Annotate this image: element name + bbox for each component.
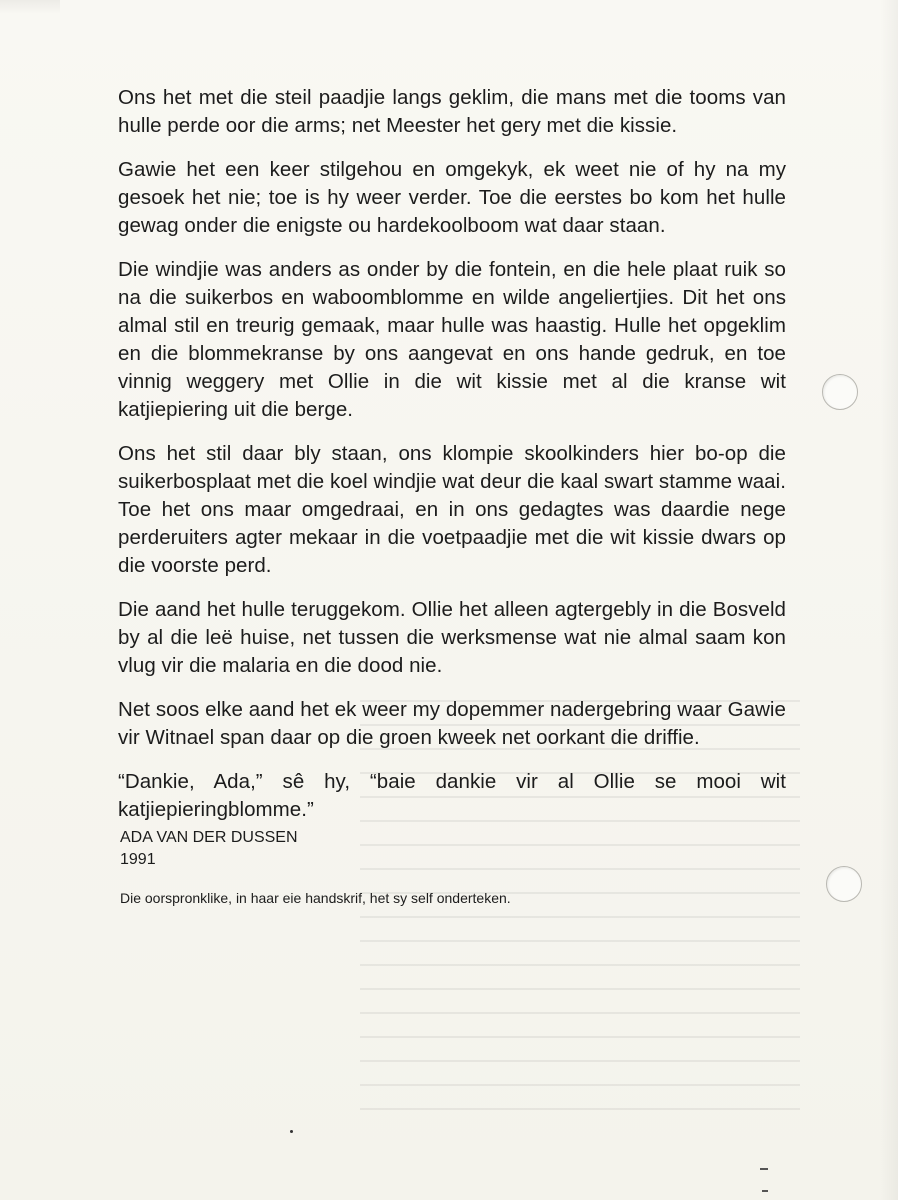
paragraph: Ons het stil daar bly staan, ons klompie skoolkinders hier bo-op die suikerbosplaat met die koel windjie wat deur die kaal swart stamme waai. Toe het ons maar omgedraai, en in ons gedagtes was daardie nege perderuiters agter mekaar in die voetpaadjie met die wit kissie dwars op die voorste perd.	[118, 442, 786, 577]
paragraph: “Dankie, Ada,” sê hy, “baie dankie vir al Ollie se mooi wit katjiepieringblomme.”	[118, 770, 786, 821]
story-text	[118, 84, 786, 840]
paragraph: Gawie het een keer stilgehou en omgekyk, ek weet nie of hy na my gesoek het nie; toe is hy weer verder. Toe die eerstes bo kom het hulle gewag onder die enigste ou hardekoolboom wat daar staan.	[118, 158, 786, 237]
dust-speck	[760, 1168, 768, 1170]
paragraph: Die windjie was anders as onder by die fontein, en die hele plaat ruik so na die suikerbos en waboomblomme en wilde angeliertjies. Dit het ons almal stil en treurig gemaak, maar hulle was haastig. Hulle het opgeklim en die blommekranse by ons aangevat en ons hande gedruk, en toe vinnig weggery met Ollie in die wit kissie met al die kranse wit katjiepiering uit die berge.	[118, 258, 786, 421]
page-corner-shadow	[0, 0, 60, 14]
publication-year: 1991	[120, 851, 156, 868]
signature-note: Die oorspronklike, in haar eie handskrif, het sy self onderteken.	[120, 890, 511, 906]
dust-speck	[762, 1190, 768, 1192]
dust-speck	[290, 1130, 293, 1133]
paragraph: Net soos elke aand het ek weer my dopemmer nadergebring waar Gawie vir Witnael span daar op die groen kweek net oorkant die driffie.	[118, 698, 786, 749]
punch-hole-icon	[826, 866, 862, 902]
page-edge-shadow	[880, 0, 898, 1200]
paragraph: Ons het met die steil paadjie langs geklim, die mans met die tooms van hulle perde oor die arms; net Meester het gery met die kissie.	[118, 86, 786, 137]
punch-hole-icon	[822, 374, 858, 410]
paragraph: Die aand het hulle teruggekom. Ollie het alleen agtergebly in die Bosveld by al die leë huise, net tussen die werksmense wat nie almal saam kon vlug vir die malaria en die dood nie.	[118, 598, 786, 677]
author-name: ADA VAN DER DUSSEN	[120, 829, 298, 846]
